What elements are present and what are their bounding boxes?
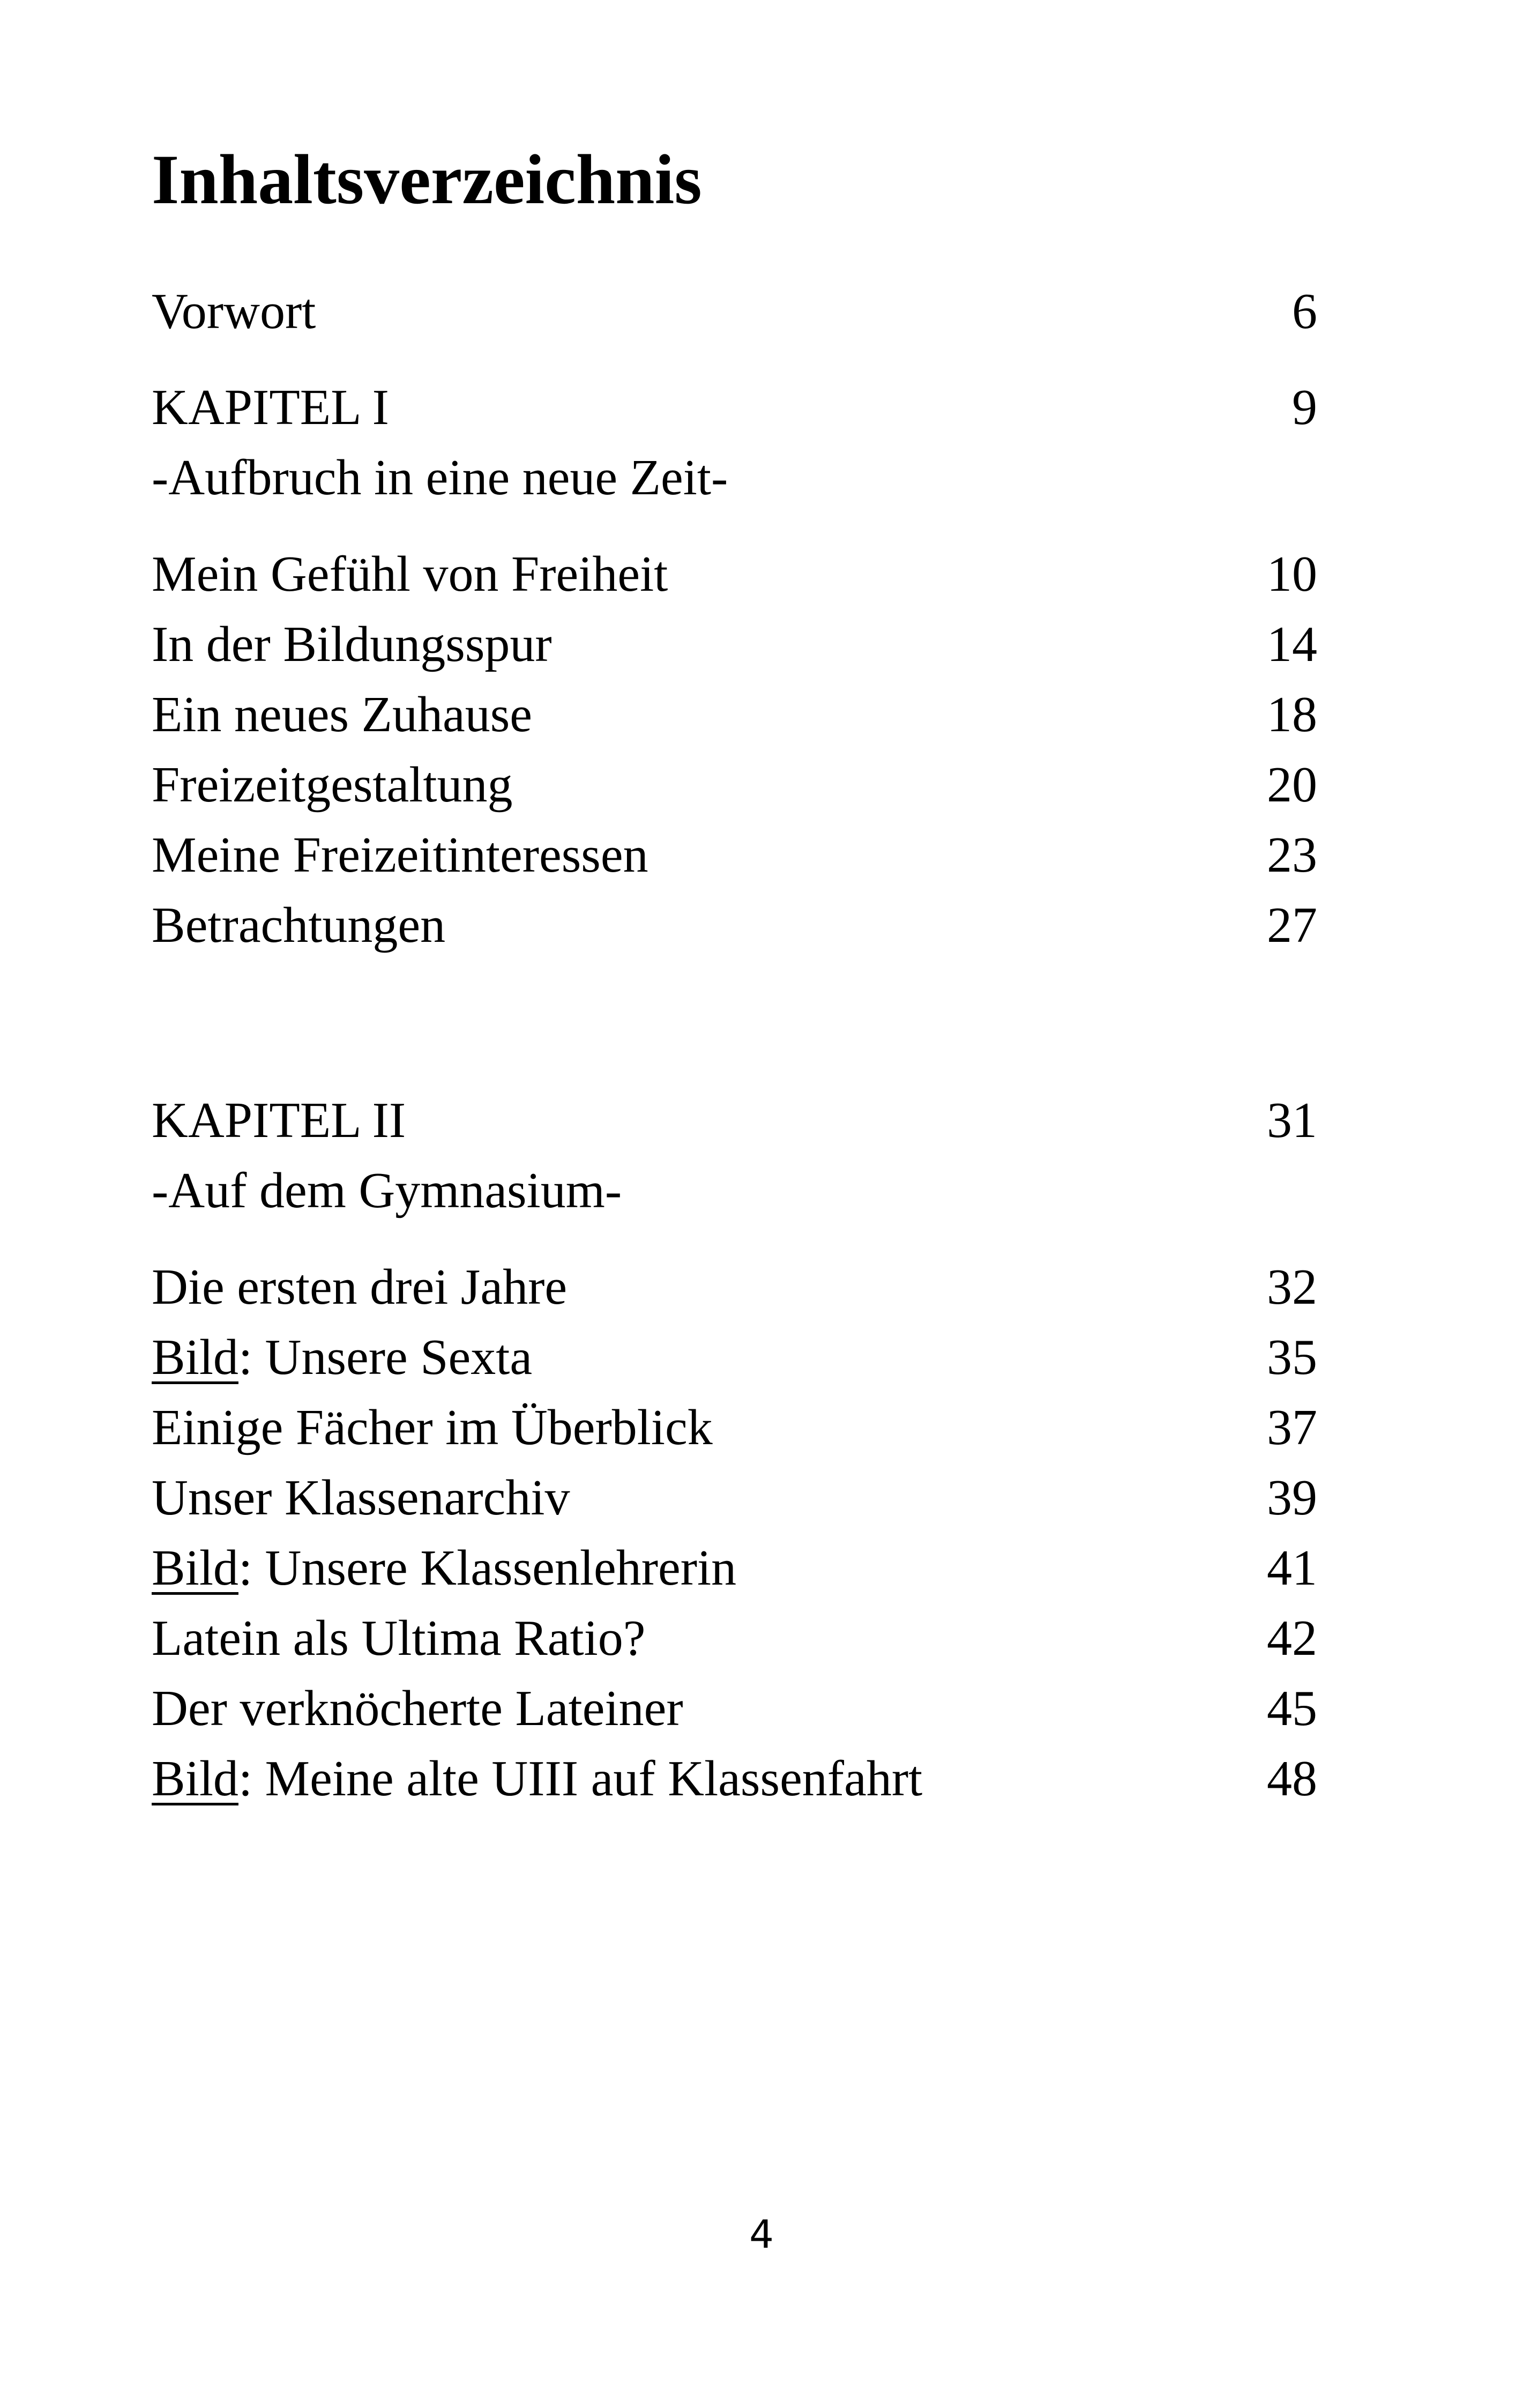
chapter-1-heading xyxy=(152,373,1317,442)
toc-entry xyxy=(152,1393,1317,1462)
toc-entry-label xyxy=(152,1533,736,1603)
toc-page-number: 48 xyxy=(1267,1751,1317,1807)
toc-entry-label: Freizeitgestaltung xyxy=(152,757,513,813)
toc-entry-text: : Unsere Sexta xyxy=(238,1329,533,1385)
toc-page-number: 41 xyxy=(1267,1540,1317,1596)
toc-page-number: 9 xyxy=(1292,380,1317,435)
chapter-1-subtitle xyxy=(152,443,1317,512)
toc-entry-label: Die ersten drei Jahre xyxy=(152,1259,568,1315)
bild-prefix: Bild xyxy=(152,1540,238,1596)
chapter-2-heading xyxy=(152,1086,1317,1155)
toc-entry xyxy=(152,680,1317,749)
toc-entry-label: Ein neues Zuhause xyxy=(152,687,533,742)
toc-entry xyxy=(152,820,1317,890)
toc-page-number: 31 xyxy=(1267,1092,1317,1148)
page-number: 4 xyxy=(749,2212,774,2257)
toc-page-number: 32 xyxy=(1267,1259,1317,1315)
toc-entry-label: Vorwort xyxy=(152,284,316,339)
toc-entry-label xyxy=(152,1322,532,1392)
toc-page-number: 14 xyxy=(1267,616,1317,672)
toc-entry xyxy=(152,1603,1317,1673)
toc-entry xyxy=(152,1463,1317,1533)
toc-entry-label: Betrachtungen xyxy=(152,897,446,953)
toc-page-number: 18 xyxy=(1267,687,1317,742)
bild-prefix: Bild xyxy=(152,1329,238,1385)
toc-entry-label: Mein Gefühl von Freiheit xyxy=(152,546,668,602)
toc-entry xyxy=(152,1533,1317,1603)
chapter-subtitle: -Auf dem Gymnasium- xyxy=(152,1163,622,1218)
toc-entry xyxy=(152,610,1317,679)
toc-entry xyxy=(152,890,1317,960)
toc-entry xyxy=(152,750,1317,820)
toc-entry-text: : Unsere Klassenlehrerin xyxy=(238,1540,737,1596)
toc-page-number: 23 xyxy=(1267,827,1317,883)
toc-entry-label: Der verknöcherte Lateiner xyxy=(152,1681,683,1736)
toc-entry xyxy=(152,1744,1317,1814)
toc-entry-label: In der Bildungsspur xyxy=(152,616,552,672)
toc-page-number: 35 xyxy=(1267,1329,1317,1385)
toc-page-number: 39 xyxy=(1267,1470,1317,1526)
toc-entry-vorwort xyxy=(152,277,1317,346)
chapter-2-subtitle xyxy=(152,1156,1317,1225)
toc-entry-label: Latein als Ultima Ratio? xyxy=(152,1610,646,1666)
toc-page-number: 37 xyxy=(1267,1400,1317,1455)
toc-entry xyxy=(152,1674,1317,1743)
toc-entry-text: : Meine alte UIII auf Klassenfahrt xyxy=(238,1751,923,1807)
toc-page-number: 10 xyxy=(1267,546,1317,602)
chapter-subtitle: -Aufbruch in eine neue Zeit- xyxy=(152,450,728,506)
toc-entry xyxy=(152,1252,1317,1322)
toc-entry-label: Einige Fächer im Überblick xyxy=(152,1400,713,1455)
toc-page-number: 42 xyxy=(1267,1610,1317,1666)
toc-entry xyxy=(152,1322,1317,1392)
toc-page-number: 6 xyxy=(1292,284,1317,339)
toc-entry xyxy=(152,539,1317,609)
toc-entry-label: Unser Klassenarchiv xyxy=(152,1470,570,1526)
toc-page-number: 20 xyxy=(1267,757,1317,813)
toc-page-number: 45 xyxy=(1267,1681,1317,1736)
bild-prefix: Bild xyxy=(152,1751,238,1807)
page-title: Inhaltsverzeichnis xyxy=(152,140,702,219)
toc-entry-label xyxy=(152,1744,922,1814)
toc-entry-label: Meine Freizeitinteressen xyxy=(152,827,648,883)
toc-page-number: 27 xyxy=(1267,897,1317,953)
chapter-heading-label: KAPITEL I xyxy=(152,380,389,435)
chapter-heading-label: KAPITEL II xyxy=(152,1092,406,1148)
